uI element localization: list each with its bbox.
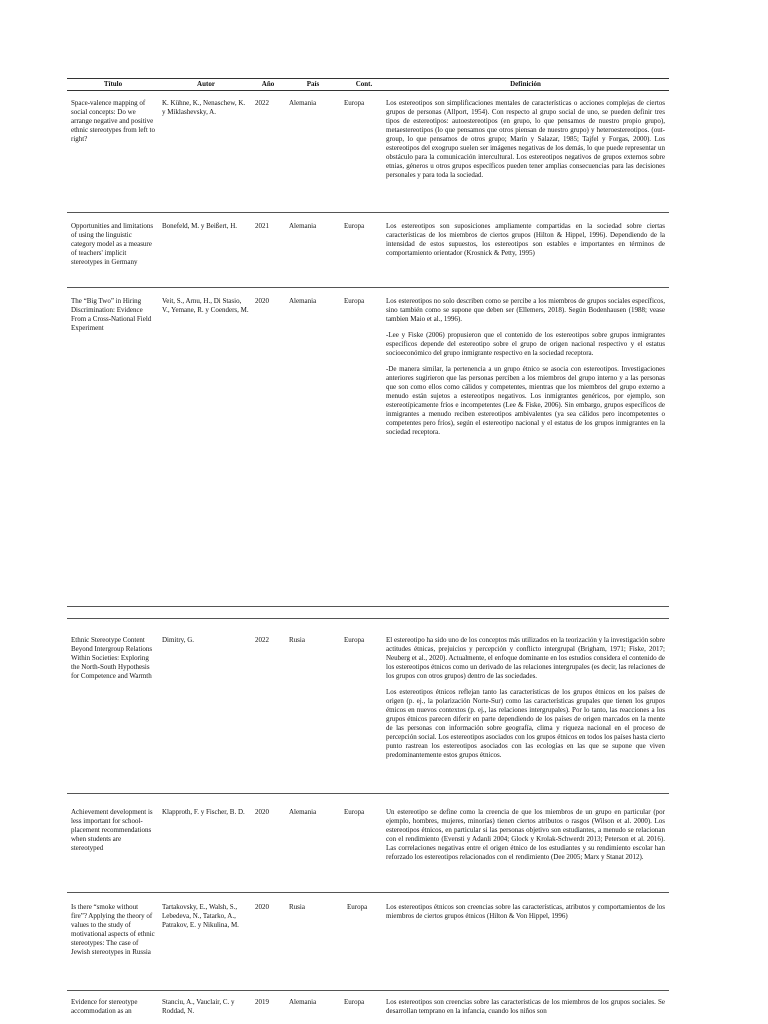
page-break-rules	[67, 606, 669, 620]
row-author: Stanciu, A., Vauclair, C. y Roddad, N.	[162, 998, 235, 1015]
row-year: 2020	[255, 808, 269, 816]
row-year: 2019	[255, 998, 269, 1006]
header-cont: Cont.	[355, 80, 373, 88]
page-break-rule	[67, 618, 669, 619]
row-country: Alemania	[289, 222, 317, 230]
row-continent: Europa	[344, 99, 365, 107]
row-definition	[386, 636, 665, 767]
row-title: The “Big Two” in Hiring Discrimination: Evidence From a Cross-National Field Experiment	[71, 297, 152, 332]
row-definition	[386, 297, 665, 444]
row-author: Bonefeld, M. y Beißert, H.	[162, 222, 238, 230]
header-definicion: Definición	[510, 80, 541, 88]
table-row	[67, 808, 669, 893]
definition-paragraph: Los estereotipos étnicos reflejan tanto las características de los grupos étnicos en los países de origen (p. ej., la polarización Norte-Sur) como las características grupales que tienen los grupos étnicos en nuevos contextos (p. ej., las relaciones intergrupales). Por lo tanto, las reacciones a los grupos étnicos parecen diferir en parte dependiendo de los países de origen marcados en la mente de las personas con información sobre geografía, clima y riqueza nacional en el proceso de percepción social. Los estereotipos asociados con los grupos étnicos en todos los países hasta cierto punto rastrean los estereotipos asociados con las ecologías en las que se supone que viven predominantemente estos grupos étnicos.	[386, 688, 665, 759]
row-continent: Europa	[347, 903, 368, 911]
row-country: Alemania	[289, 808, 317, 816]
header-autor: Autor	[197, 80, 215, 88]
row-separator	[67, 793, 669, 794]
row-title: Space-valence mapping of social concepts: Do we arrange negative and positive ethnic stereotypes from left to right?	[71, 99, 155, 143]
row-title: Achievement development is less important for school-placement recommendations when students are stereotyped	[71, 808, 153, 852]
row-continent: Europa	[344, 636, 365, 644]
row-continent: Europa	[344, 808, 365, 816]
row-title: Is there “smoke without fire”? Applying the theory of values to the study of motivational aspects of ethnic stereotypes: The case of Jewish stereotypes in Russia	[71, 903, 155, 956]
row-continent: Europa	[344, 297, 365, 305]
row-author: Veit, S., Arnu, H., Di Stasio, V., Yemane, R. y Coenders, M.	[162, 297, 249, 314]
table-row	[67, 998, 669, 1024]
row-year: 2020	[255, 903, 269, 911]
definition-paragraph: El estereotipo ha sido uno de los conceptos más utilizados en la teorización y la investigación sobre actitudes étnicas, prejuicios y percepción y conflicto intergrupal (Brigham, 1971; Fiske, 2017; Neuberg et al., 2020). Actualmente, el enfoque dominante en los estudios considera el contenido de los estereotipos étnicos como un derivado de las relaciones intergrupales (es decir, las relaciones de los grupos con otros grupos) dentro de las sociedades.	[386, 636, 665, 680]
table-row	[67, 636, 669, 794]
table-row	[67, 297, 669, 475]
row-definition	[386, 903, 665, 928]
row-author: Dimitry, G.	[162, 636, 195, 644]
definition-paragraph: Los estereotipos son simplificaciones mentales de características o acciones complejas de ciertos grupos de personas (Allport, 1954). Con respecto al grupo social de uno, se pueden definir tres tipos de estereotipos: autoestereotipos (en grupo, lo que pensamos de nuestro propio grupo), metaestereotipos (lo que pensamos que otros piensan de nuestro grupo) y heteroestereotipos. (out-group, lo que pensamos de otros grupo; Marín y Salazar, 1985; Tajfel y Forgas, 2000). Los estereotipos del exogrupo suelen ser imágenes negativas de los demás, lo que puede representar un obstáculo para la comunicación intercultural. Los estereotipos negativos de grupos externos sobre etnias, géneros u otros grupos específicos pueden tener amplias consecuencias para las decisiones personales y para toda la sociedad.	[386, 99, 665, 179]
definition-paragraph: Un estereotipo se define como la creencia de que los miembros de un grupo en particular (por ejemplo, hombres, mujeres, minorías) tienen ciertos atributos o rasgos (Wilson et al. 2000). Los estereotipos étnicos, en particular si las personas objetivo son estudiantes, a menudo se relacionan con el rendimiento (Evensti y Adanli 2004; Glock y Krolak-Schwerdt 2013; Peterson et al. 2016). Las correlaciones negativas entre el origen étnico de los estudiantes y su rendimiento escolar han reforzado los estereotipos relacionados con el rendimiento (Dee 2005; Marx y Stanat 2012).	[386, 808, 665, 861]
definition-paragraph: -De manera similar, la pertenencia a un grupo étnico se asocia con estereotipos. Investigaciones anteriores sugirieron que las personas perciben a los miembros del grupo interno y a las personas que son como ellos como cálidos y competentes, mientras que los miembros del grupo externo a menudo están sujetos a estereotipos negativos. Los inmigrantes genéricos, por ejemplo, son estereotípicamente fríos e incompetentes (Lee & Fiske, 2006). Sin embargo, grupos específicos de inmigrantes a menudo reciben estereotipos ambivalentes (ya sea cálidos pero incompetentes o competentes pero fríos), según el estereotipo nacional y el estatus de los grupos inmigrantes en la sociedad receptora.	[386, 365, 665, 436]
row-definition	[386, 99, 665, 187]
definition-paragraph: Los estereotipos étnicos son creencias sobre las características, atributos y comportamientos de los miembros de ciertos grupos étnicos (Hilton & Von Hippel, 1996)	[386, 903, 665, 920]
table-header	[67, 78, 669, 91]
definition-paragraph: Los estereotipos son creencias sobre las características de los miembros de los grupos sociales. Se desarrollan temprano en la infancia, cuando los niños son	[386, 998, 665, 1015]
definition-paragraph: Los estereotipos son suposiciones ampliamente compartidas en la sociedad sobre ciertas características de los miembros de ciertos grupos (Hilton & Hippel, 1996). Dependiendo de la intensidad de estos supuestos, los estereotipos son estables e importantes en términos de comportamiento orientador (Krosnick & Petty, 1995)	[386, 222, 665, 257]
header-bottom-rule	[67, 90, 669, 91]
page-break-rule	[67, 606, 669, 607]
row-continent: Europa	[344, 222, 365, 230]
row-definition	[386, 808, 665, 869]
table-row	[67, 222, 669, 288]
row-year: 2022	[255, 636, 269, 644]
header-pais: País	[306, 80, 320, 88]
table-row	[67, 99, 669, 213]
row-year: 2021	[255, 222, 269, 230]
row-continent: Europa	[344, 998, 365, 1006]
header-anio: Año	[261, 80, 275, 88]
row-author: K. Kühne, K., Nenaschew, K. y Miklashevsky, A.	[162, 99, 246, 116]
table-row	[67, 903, 669, 991]
row-title: Opportunities and limitations of using the linguistic category model as a measure of teachers' implicit stereotypes in Germany	[71, 222, 154, 266]
definition-paragraph: -Lee y Fiske (2006) propusieron que el contenido de los estereotipos sobre grupos inmigrantes específicos depende del estereotipo sobre el grupo de origen nacional respectivo y el estatus socioeconómico del grupo inmigrante respectivo en la sociedad receptora.	[386, 331, 665, 357]
row-country: Rusia	[289, 636, 305, 644]
row-title: Evidence for stereotype accommodation as an	[71, 998, 138, 1015]
header-titulo: Título	[103, 80, 123, 88]
row-country: Alemania	[289, 297, 317, 305]
row-definition	[386, 998, 665, 1023]
row-separator	[67, 212, 669, 213]
row-separator	[67, 990, 669, 991]
row-year: 2022	[255, 99, 269, 107]
row-author: Tartakovsky, E., Walsh, S., Lebedeva, N., Tatarko, A., Patrakov, E. y Nikulina, M.	[162, 903, 239, 929]
row-country: Rusia	[289, 903, 305, 911]
row-separator	[67, 892, 669, 893]
definition-paragraph: Los estereotipos no solo describen como se percibe a los miembros de grupos sociales específicos, sino también como se supone que deben ser (Ellemers, 2018). Según Bodenhausen (1988; vease tambien Maio et al., 1996).	[386, 297, 665, 323]
row-country: Alemania	[289, 99, 317, 107]
row-year: 2020	[255, 297, 269, 305]
row-title: Ethnic Stereotype Content Beyond Intergroup Relations Within Societies: Exploring the North-South Hypothesis for Competence and Warmth	[71, 636, 153, 680]
row-separator	[67, 287, 669, 288]
row-author: Klapproth, F. y Fischer, B. D.	[162, 808, 245, 816]
row-definition	[386, 222, 665, 265]
row-country: Alemania	[289, 998, 317, 1006]
